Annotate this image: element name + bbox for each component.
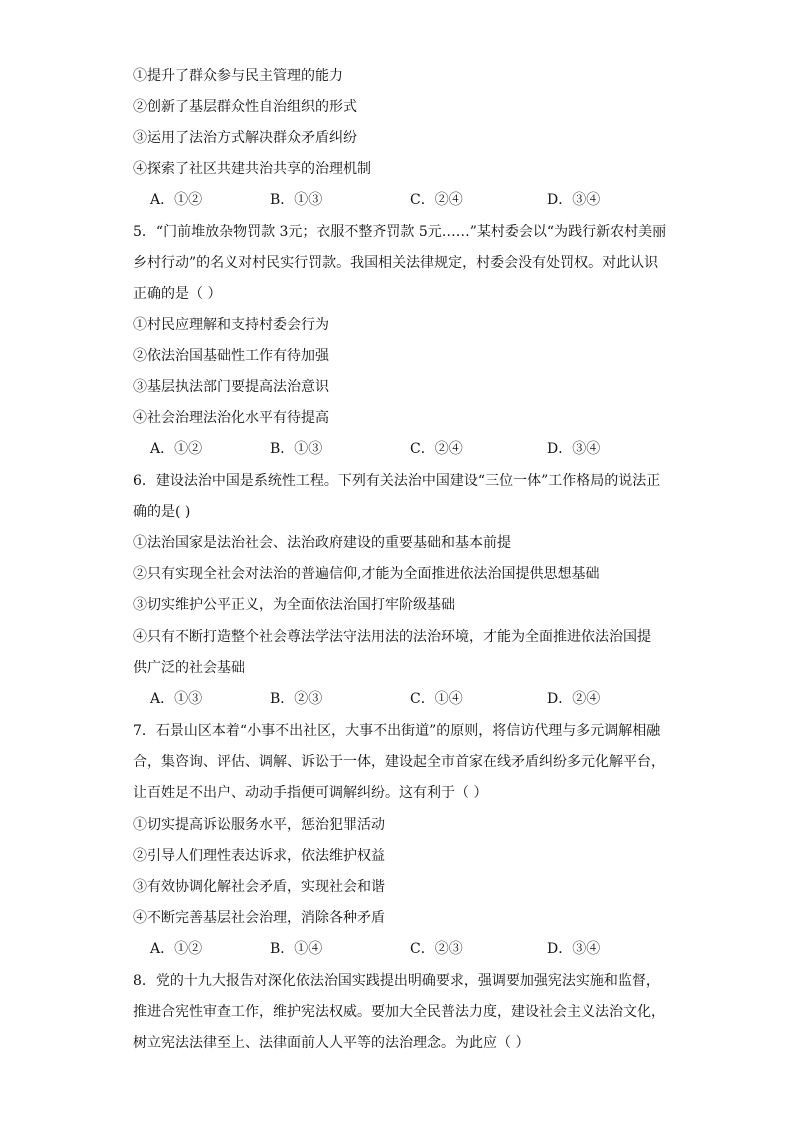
q5-option-3: ③基层执法部门要提高法治意识	[133, 379, 329, 395]
q5-stem-line-3: 正确的是（ ）	[133, 286, 222, 302]
q4-choice-a[interactable]: A．①②	[150, 192, 203, 208]
q8-stem-line-3: 树立宪法法律至上、法律面前人人平等的法治理念。为此应（ ）	[133, 1035, 530, 1051]
q4-choice-c[interactable]: C．②④	[410, 192, 463, 208]
q8-stem-line-2: 推进合宪性审查工作，维护宪法权威。要加大全民普法力度，建设社会主义法治文化，	[133, 1004, 665, 1020]
q4-option-4: ④探索了社区共建共治共享的治理机制	[133, 161, 371, 177]
q7-choice-c[interactable]: C．②③	[410, 941, 463, 957]
q7-choice-b[interactable]: B．①④	[270, 941, 323, 957]
q4-option-1: ①提升了群众参与民主管理的能力	[133, 68, 343, 84]
q6-choice-c[interactable]: C．①④	[410, 691, 463, 707]
q8-stem-line-1: 8．党的十九大报告对深化依法治国实践提出明确要求，强调要加强宪法实施和监督，	[133, 973, 660, 989]
q6-option-2: ②只有实现全社会对法治的普遍信仰,才能为全面推进依法治国提供思想基础	[133, 566, 600, 582]
q7-option-1: ①切实提高诉讼服务水平，惩治犯罪活动	[133, 817, 385, 833]
q5-option-1: ①村民应理解和支持村委会行为	[133, 317, 329, 333]
q5-choice-d[interactable]: D．③④	[547, 441, 601, 457]
q6-choice-a[interactable]: A．①③	[150, 691, 203, 707]
q4-choice-b[interactable]: B．①③	[270, 192, 323, 208]
q5-choices	[150, 440, 670, 458]
q6-choice-b[interactable]: B．②③	[270, 691, 323, 707]
q7-stem-line-1: 7．石景山区本着“小事不出社区，大事不出街道”的原则，将信访代理与多元调解相融	[133, 723, 661, 739]
q4-choice-d[interactable]: D．③④	[547, 192, 601, 208]
q6-option-4-cont: 供广泛的社会基础	[133, 660, 245, 676]
q7-option-3: ③有效协调化解社会矛盾，实现社会和谐	[133, 879, 385, 895]
q7-choice-a[interactable]: A．①②	[150, 941, 203, 957]
q4-option-2: ②创新了基层群众性自治组织的形式	[133, 99, 357, 115]
q7-choices	[150, 940, 670, 958]
q7-stem-line-2: 合，集咨询、评估、调解、诉讼于一体，建设起全市首家在线矛盾纠纷多元化解平台，	[133, 754, 665, 770]
q6-choices	[150, 690, 670, 708]
q5-choice-b[interactable]: B．①③	[270, 441, 323, 457]
q5-stem-line-1: 5．“门前堆放杂物罚款 3元；衣服不整齐罚款 5元……”某村委会以“为践行新农村美丽	[133, 224, 667, 240]
q5-option-4: ④社会治理法治化水平有待提高	[133, 410, 329, 426]
q7-option-2: ②引导人们理性表达诉求，依法维护权益	[133, 848, 385, 864]
q5-option-2: ②依法治国基础性工作有待加强	[133, 348, 329, 364]
q4-option-3: ③运用了法治方式解决群众矛盾纠纷	[133, 130, 357, 146]
q5-choice-a[interactable]: A．①②	[150, 441, 203, 457]
q6-stem-line-2: 确的是( )	[133, 504, 191, 520]
q7-stem-line-3: 让百姓足不出户、动动手指便可调解纠纷。这有利于（ ）	[133, 785, 488, 801]
q6-option-3: ③切实维护公平正义，为全面依法治国打牢阶级基础	[133, 597, 455, 613]
q6-stem-line-1: 6．建设法治中国是系统性工程。下列有关法治中国建设“三位一体”工作格局的说法正	[133, 473, 661, 489]
q6-choice-d[interactable]: D．②④	[547, 691, 601, 707]
q7-choice-d[interactable]: D．③④	[547, 941, 601, 957]
q5-choice-c[interactable]: C．②④	[410, 441, 463, 457]
q6-option-4: ④只有不断打造整个社会尊法学法守法用法的法治环境，才能为全面推进依法治国提	[133, 629, 651, 645]
q5-stem-line-2: 乡村行动”的名义对村民实行罚款。我国相关法律规定，村委会没有处罚权。对此认识	[133, 255, 659, 271]
q4-choices	[150, 191, 670, 209]
q7-option-4: ④不断完善基层社会治理，消除各种矛盾	[133, 910, 385, 926]
q6-option-1: ①法治国家是法治社会、法治政府建设的重要基础和基本前提	[133, 535, 511, 551]
